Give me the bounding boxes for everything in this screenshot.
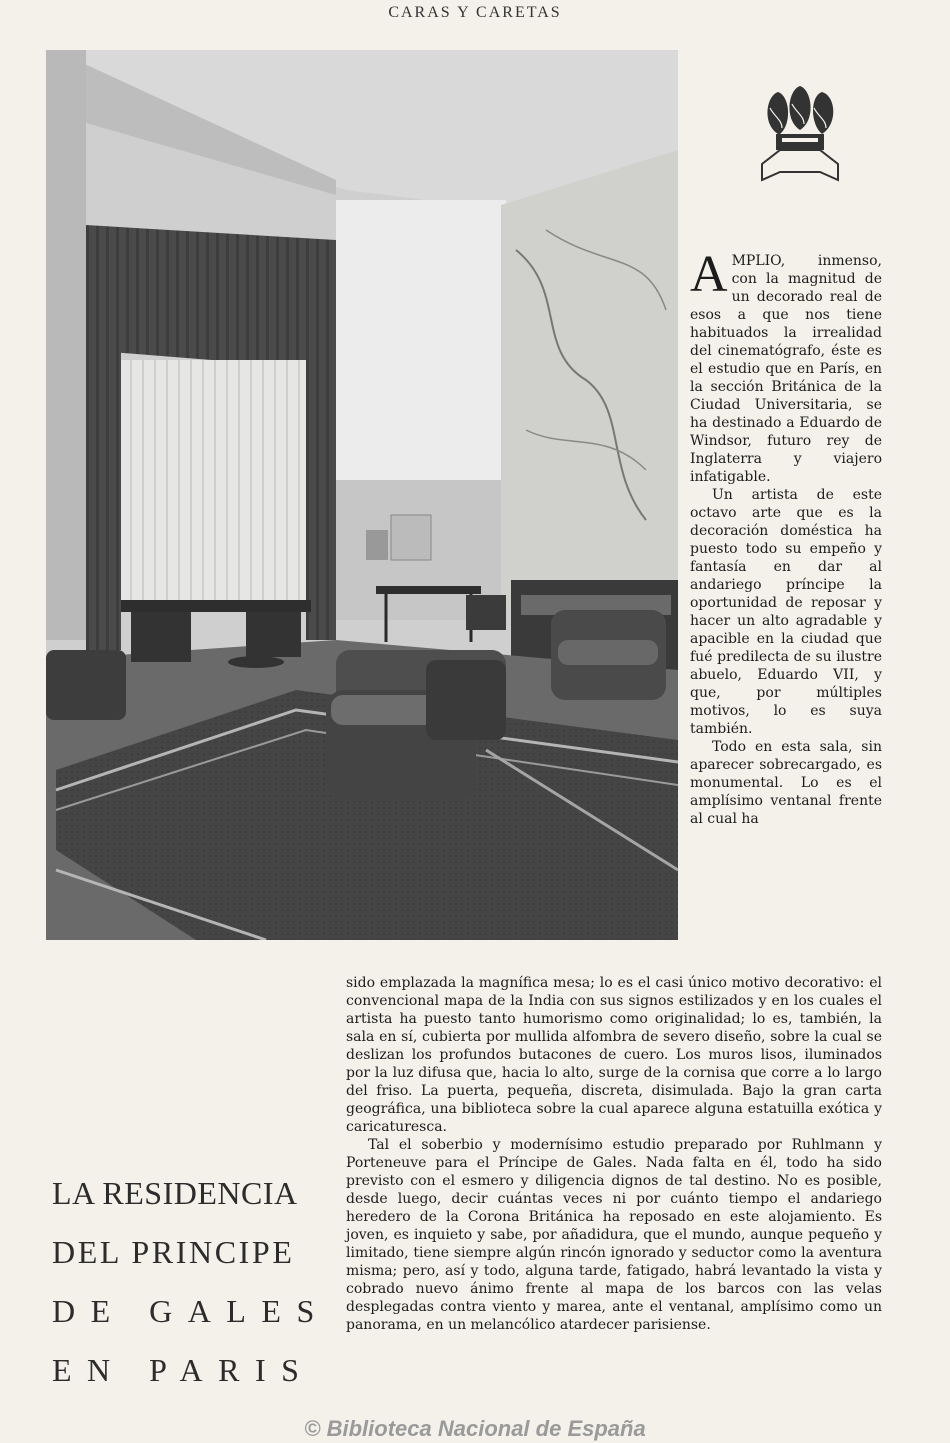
title-line-1: LA RESIDENCIA (52, 1175, 298, 1211)
article-paragraph-3-end: sido emplazada la magnífica mesa; lo es el casi único motivo decorativo: el convencional mapa de la India con sus signos estilizados y en los cuales el artista ha puesto tanto humorismo como originalidad; lo es, también, la sala en sí, cubierta por mullida alfombra de severo diseño, sobre la cual se deslizan los profundos butacones de cuero. Los muros lisos, iluminados por la luz difusa que, hacia lo alto, surge de la cornisa que corre a lo largo del friso. La puerta, pequeña, discreta, disimulada. Bajo la gran carta geográfica, una biblioteca sobre la cual aparece alguna estatuilla exótica y caricaturesca. (346, 975, 882, 1135)
title-line-3: DE GALES (52, 1293, 330, 1329)
intro-text: MPLIO, inmenso, con la magnitud de un decorado real de esos a que nos tiene habituados la irrealidad del cinematógrafo, éste es el estudio que en París, en la sección Británica de la Ciudad Universitaria, se ha destinado a Eduardo de Windsor, futuro rey de Inglaterra y viajero infatigable. (690, 253, 882, 485)
article-column-narrow (690, 246, 882, 828)
article-intro-paragraph (690, 246, 882, 486)
magazine-masthead: CARAS Y CARETAS (388, 4, 562, 21)
article-paragraph-3-start: Todo en esta sala, sin aparecer sobrecargado, es monumental. Lo es el amplísimo ventanal frente al cual ha (690, 739, 882, 827)
copyright-watermark: © Biblioteca Nacional de España (304, 1416, 646, 1441)
article-paragraph-2: Un artista de este octavo arte que es la decoración doméstica ha puesto todo su empeño y fantasía en dar al andariego príncipe la oportunidad de reposar y hacer un alto agradable y apacible en la ciudad que fué predilecta de su ilustre abuelo, Eduardo VII, y que, por múltiples motivos, lo es suya también. (690, 487, 882, 737)
title-line-4: EN PARIS (52, 1352, 315, 1388)
title-line-2: DEL PRINCIPE (52, 1234, 295, 1270)
study-room-photo (46, 50, 678, 940)
prince-of-wales-feathers-icon (758, 86, 842, 186)
article-title (52, 1164, 328, 1400)
article-paragraph-4: Tal el soberbio y modernísimo estudio preparado por Ruhlmann y Porteneuve para el Príncipe de Gales. Nada falta en él, todo ha sido previsto con el esmero y diligencia dignos de tal destino. No es posible, desde luego, decir cuántas veces ni por cuánto tiempo el andariego heredero de la Corona Británica ha reposado en este alojamiento. Es joven, es inquieto y sabe, por añadidura, que el mundo, aunque pequeño y limitado, tiene siempre algún rincón ignorado y seductor como la aventura misma; pero, así y todo, alguna tarde, fatigado, habrá levantado la vista y cobrado nuevo ánimo frente al mapa de los barcos con las velas desplegadas contra viento y marea, ante el ventanal, amplísimo como un panorama, en un melancólico atardecer parisiense. (346, 1137, 882, 1333)
drop-cap: A (690, 246, 728, 303)
article-column-wide (346, 974, 882, 1334)
